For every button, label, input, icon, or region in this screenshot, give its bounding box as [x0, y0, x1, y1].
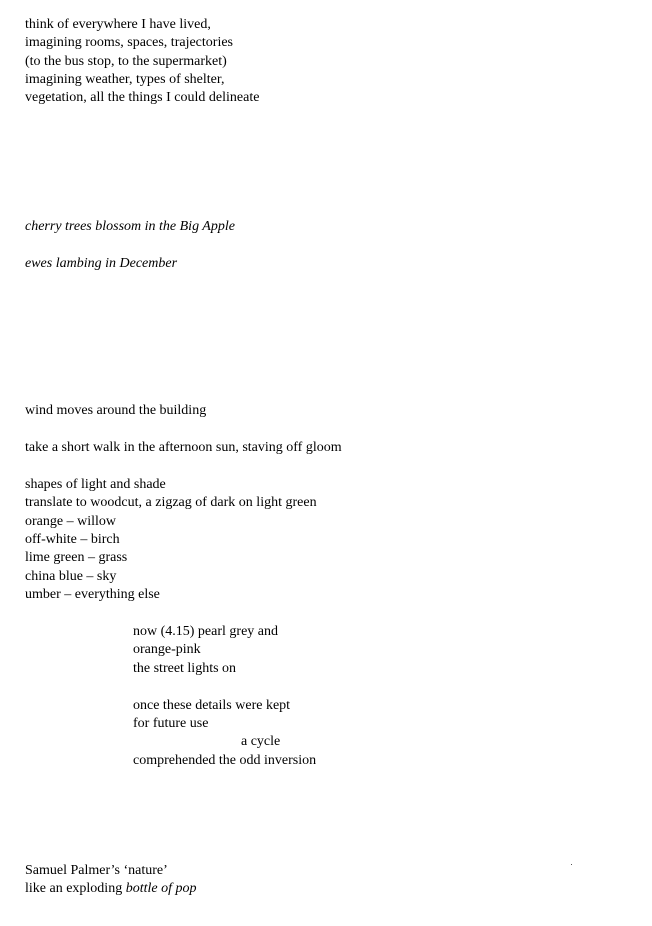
poem-line-mixed — [25, 880, 196, 898]
poem-line-indented: the street lights on — [133, 661, 237, 676]
poem-line: shapes of light and shade — [25, 477, 166, 492]
poem-line: lime green – grass — [25, 550, 128, 565]
poem-line: imagining rooms, spaces, trajectories — [25, 35, 233, 50]
poem-line: Samuel Palmer’s ‘nature’ — [25, 863, 168, 878]
poem-line-italic: cherry trees blossom in the Big Apple — [25, 219, 235, 234]
poem-line: vegetation, all the things I could delineate — [25, 90, 260, 105]
poem-line-indented: now (4.15) pearl grey and — [133, 624, 279, 639]
poem-line-indented: a cycle — [241, 734, 281, 749]
poem-line: take a short walk in the afternoon sun, staving off gloom — [25, 440, 342, 455]
poem-line: umber – everything else — [25, 587, 160, 602]
poem-line-indented: orange-pink — [133, 642, 201, 657]
poem-line: think of everywhere I have lived, — [25, 17, 211, 32]
poem-text-italic: bottle of pop — [125, 881, 197, 896]
poem-line: translate to woodcut, a zigzag of dark on light green — [25, 495, 317, 510]
poem-line: off-white – birch — [25, 532, 120, 547]
poem-line-indented: for future use — [133, 716, 209, 731]
poem-line-indented: once these details were kept — [133, 698, 291, 713]
poem-line-indented: comprehended the odd inversion — [133, 753, 317, 768]
poem-line: china blue – sky — [25, 569, 117, 584]
poem-line: (to the bus stop, to the supermarket) — [25, 54, 227, 69]
poem-line: imagining weather, types of shelter, — [25, 72, 225, 87]
poem-line: orange – willow — [25, 514, 116, 529]
stray-mark — [571, 864, 572, 865]
poem-text: like an exploding — [25, 881, 126, 896]
poem-line: wind moves around the building — [25, 403, 207, 418]
poem-line-italic: ewes lambing in December — [25, 256, 178, 271]
